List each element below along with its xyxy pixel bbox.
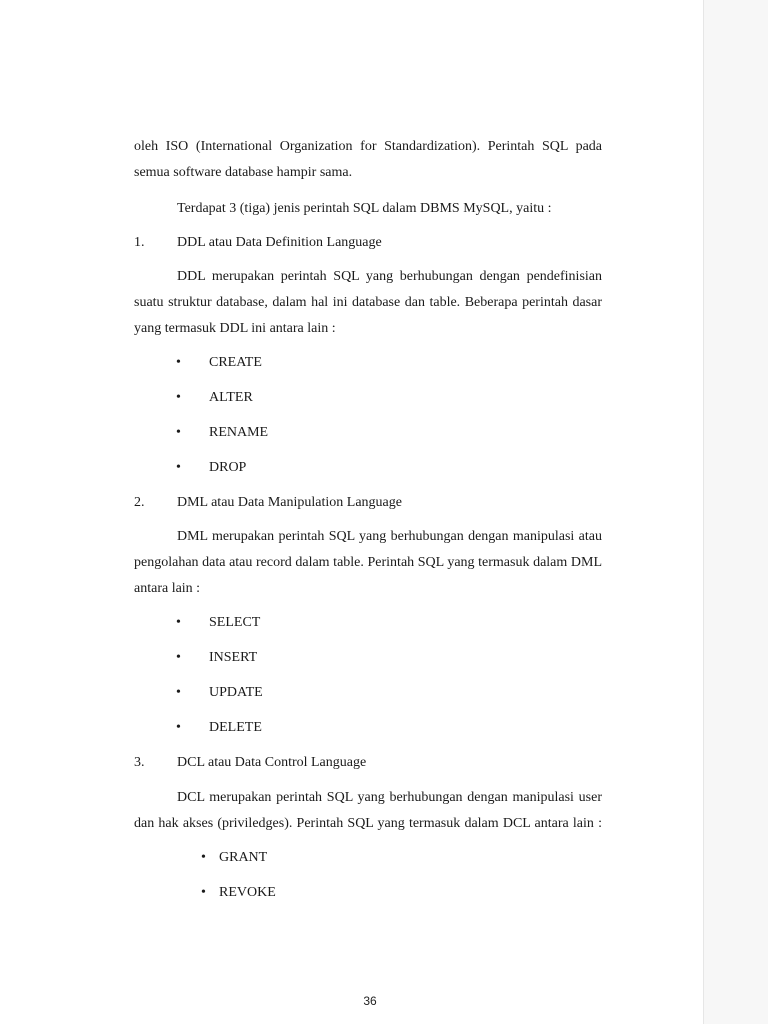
bullet-icon: • [201,885,206,900]
list-item: SELECT [209,615,261,630]
section-title: DDL atau Data Definition Language [177,235,382,250]
paragraph-line: pengolahan data atau record dalam table. Perintah SQL yang termasuk dalam DML [134,555,602,570]
section-number: 2. [134,495,145,510]
list-item: REVOKE [219,885,276,900]
section-number: 3. [134,755,145,770]
section-title: DCL atau Data Control Language [177,755,367,770]
list-item: DELETE [209,720,262,735]
intro-line-2: semua software database hampir sama. [134,165,353,180]
section-number: 1. [134,235,145,250]
bullet-icon: • [201,850,206,865]
page-number: 36 [363,994,377,1008]
bullet-icon: • [176,650,181,665]
section-title: DML atau Data Manipulation Language [177,495,402,510]
intro-line-1: oleh ISO (International Organization for Standardization). Perintah SQL pada [134,139,602,154]
list-item: GRANT [219,850,268,865]
list-item: DROP [209,460,247,475]
paragraph-line: yang termasuk DDL ini antara lain : [134,321,336,336]
bullet-icon: • [176,355,181,370]
list-item: INSERT [209,650,258,665]
paragraph-line: DCL merupakan perintah SQL yang berhubungan dengan manipulasi user [177,790,602,805]
paragraph-line: DML merupakan perintah SQL yang berhubungan dengan manipulasi atau [177,529,602,544]
bullet-icon: • [176,460,181,475]
intro-line-3: Terdapat 3 (tiga) jenis perintah SQL dalam DBMS MySQL, yaitu : [177,201,552,216]
bullet-icon: • [176,425,181,440]
bullet-icon: • [176,720,181,735]
bullet-icon: • [176,615,181,630]
paragraph-line: DDL merupakan perintah SQL yang berhubungan dengan pendefinisian [177,269,602,284]
page-margin-strip [703,0,768,1024]
list-item: UPDATE [209,685,263,700]
paragraph-line: antara lain : [134,581,201,596]
list-item: CREATE [209,355,262,370]
list-item: ALTER [209,390,253,405]
paragraph-line: dan hak akses (priviledges). Perintah SQL yang termasuk dalam DCL antara lain : [134,816,602,831]
list-item: RENAME [209,425,269,440]
bullet-icon: • [176,390,181,405]
paragraph-line: suatu struktur database, dalam hal ini database dan table. Beberapa perintah dasar [134,295,602,310]
bullet-icon: • [176,685,181,700]
